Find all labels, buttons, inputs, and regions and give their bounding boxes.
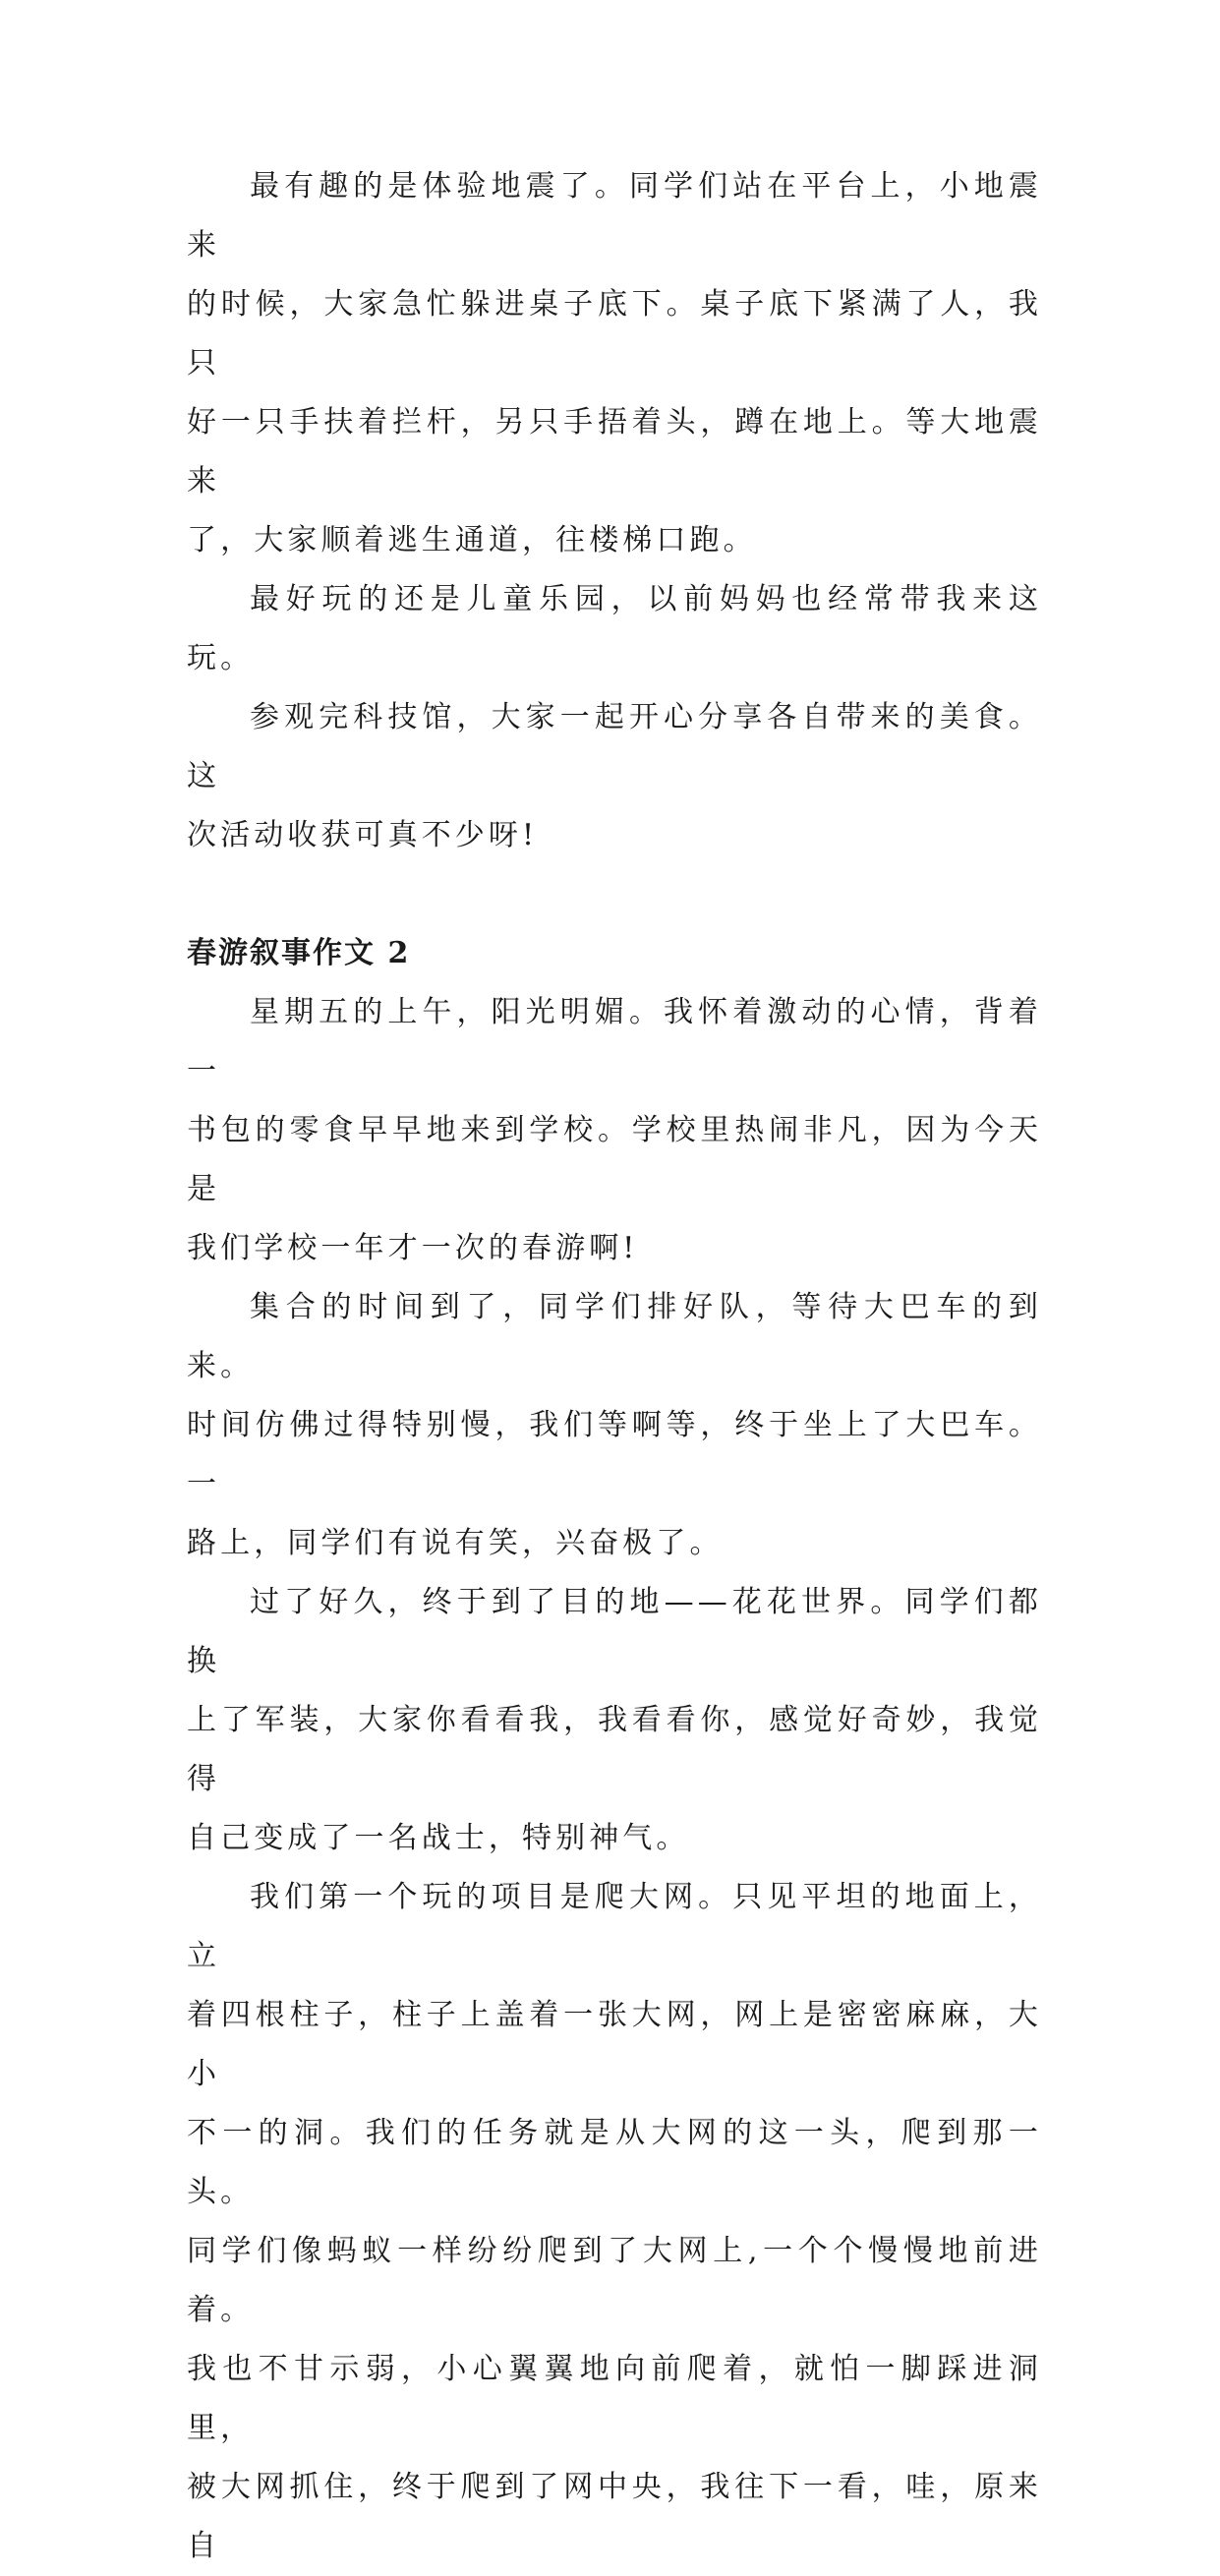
paragraph-sharing-food: 参观完科技馆，大家一起开心分享各自带来的美食。这 次活动收获可真不少呀! [187, 700, 1042, 852]
section-spacer [187, 865, 1042, 924]
paragraph-destination: 过了好久，终于到了目的地——花花世界。同学们都换 上了军装，大家你看看我，我看看你，感觉好奇妙，我觉得 自己变成了一名战士，特别神气。 [187, 1585, 1042, 1855]
paragraph-friday-morning: 星期五的上午，阳光明媚。我怀着激动的心情，背着一 书包的零食早早地来到学校。学校里热闹非凡，因为今天是 我们学校一年才一次的春游啊! [187, 995, 1042, 1265]
document-body [187, 157, 1042, 2576]
section-title: 春游叙事作文 2 [187, 936, 411, 970]
paragraph-earthquake-experience: 最有趣的是体验地震了。同学们站在平台上，小地震来 的时候，大家急忙躲进桌子底下。桌子底下紧满了人，我只 好一只手扶着拦杆，另只手捂着头，蹲在地上。等大地震来 了，大家顺着逃生通道，往楼梯口跑。 [187, 169, 1042, 557]
paragraph-climbing-net: 我们第一个玩的项目是爬大网。只见平坦的地面上，立 着四根柱子，柱子上盖着一张大网，网上是密密麻麻，大小 不一的洞。我们的任务就是从大网的这一头，爬到那一头。 同学们像蚂蚁一样纷纷爬到了大网上,一个个慢慢地前进着。 我也不甘示弱，小心翼翼地向前爬着，就怕一脚踩进洞里， 被大网抓住，终于爬到了网中央，我往下一看，哇，原来自 [187, 1880, 1042, 2563]
paragraph-childrens-park: 最好玩的还是儿童乐园，以前妈妈也经常带我来这玩。 [187, 582, 1042, 675]
paragraph-gathering: 集合的时间到了，同学们排好队，等待大巴车的到来。 时间仿佛过得特别慢，我们等啊等，终于坐上了大巴车。一 路上，同学们有说有笑，兴奋极了。 [187, 1290, 1042, 1560]
